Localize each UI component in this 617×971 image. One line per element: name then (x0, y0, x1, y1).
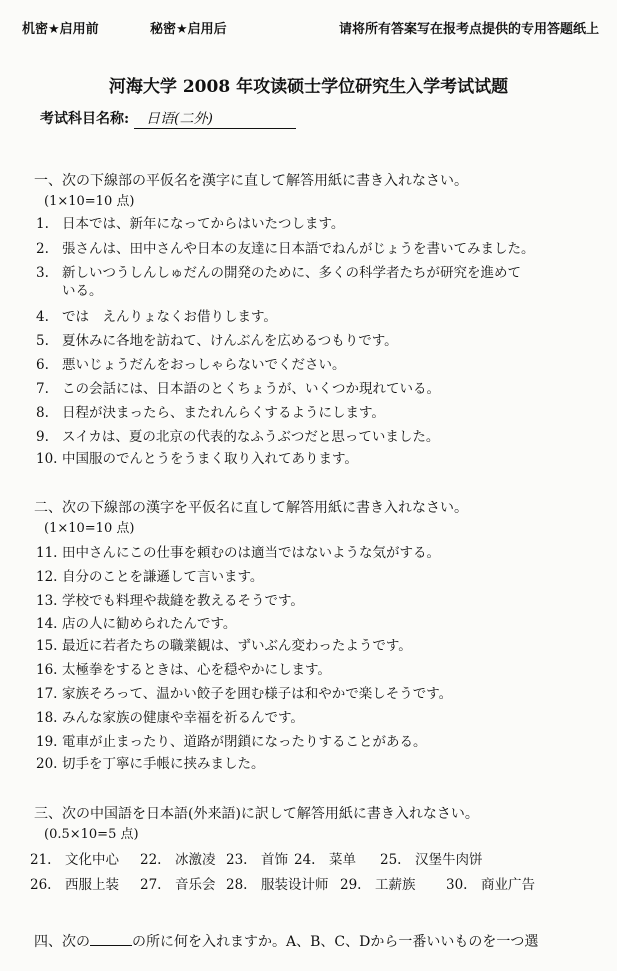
vocab-item: 28. 服装设计师 (226, 877, 329, 893)
question: 16. 太極拳をするときは、心を穏やかにします。 (36, 662, 331, 678)
question: 3. 新しいつうしんしゅだんの開発のために、多くの科学者たちが研究を進めて (36, 265, 521, 281)
section1-points: (1×10=10 点) (44, 194, 135, 209)
question: 1. 日本では、新年になってからはいたつします。 (36, 216, 345, 232)
section1-heading: 一、次の下線部の平仮名を漢字に直して解答用紙に書き入れなさい。 (34, 173, 468, 189)
question: 8. 日程が決まったら、またれんらくするようにします。 (36, 405, 385, 421)
question: 4. では えんりょなくお借りします。 (36, 309, 277, 325)
question: 7. この会話には、日本語のとくちょうが、いくつか現れている。 (36, 381, 440, 397)
confidential-after: 秘密★启用后 (150, 22, 227, 37)
subject-label: 考试科目名称: (40, 111, 130, 127)
section2-heading: 二、次の下線部の漢字を平仮名に直して解答用紙に書き入れなさい。 (34, 500, 468, 516)
question: 13. 学校でも料理や裁縫を教えるそうです。 (36, 593, 304, 609)
exam-title: 河海大学 2008 年攻读硕士学位研究生入学考试试题 (108, 77, 509, 97)
vocab-item: 21. 文化中心 (30, 852, 119, 868)
question: 2. 張さんは、田中さんや日本の友達に日本語でねんがじょうを書いてみました。 (36, 241, 535, 257)
vocab-item: 26. 西服上装 (30, 877, 119, 893)
section4-heading: 四、次の の所に何を入れますか。A、B、C、Dから一番いいものを一つ選 (34, 934, 539, 950)
question: 11. 田中さんにこの仕事を頼むのは適当ではないような気がする。 (36, 545, 440, 561)
section3-points: (0.5×10=5 点) (44, 827, 139, 842)
answer-blank (90, 945, 132, 946)
question: 10. 中国服のでんとうをうまく取り入れてあります。 (36, 451, 358, 467)
vocab-item: 27. 音乐会 (140, 877, 216, 893)
question: 15. 最近に若者たちの職業観は、ずいぶん変わったようです。 (36, 638, 412, 654)
vocab-item: 30. 商业广告 (446, 877, 535, 893)
vocab-item: 25. 汉堡牛肉饼 (380, 852, 483, 868)
vocab-item: 29. 工薪族 (340, 877, 416, 893)
question: 20. 切手を丁寧に手帳に挟みました。 (36, 756, 265, 772)
question: 19. 電車が止まったり、道路が閉鎖になったりすることがある。 (36, 734, 427, 750)
confidential-before: 机密★启用前 (22, 22, 99, 37)
question: 17. 家族そろって、温かい餃子を囲む様子は和やかで楽しそうです。 (36, 686, 453, 702)
subject-line (40, 108, 296, 129)
subject-value: 日语(二外) (134, 108, 296, 129)
vocab-item: 22. 冰激凌 (140, 852, 216, 868)
section3-heading: 三、次の中国語を日本語(外来語)に訳して解答用紙に書き入れなさい。 (34, 806, 479, 822)
vocab-item: 24. 菜单 (294, 852, 356, 868)
question: 6. 悪いじょうだんをおっしゃらないでください。 (36, 357, 346, 373)
question: 5. 夏休みに各地を訪ねて、けんぶんを広めるつもりです。 (36, 333, 398, 349)
question-continuation: いる。 (62, 283, 103, 299)
section2-points: (1×10=10 点) (44, 521, 135, 536)
vocab-item: 23. 首饰 (226, 852, 288, 868)
question: 18. みんな家族の健康や幸福を祈るんです。 (36, 710, 304, 726)
answer-instruction: 请将所有答案写在报考点提供的专用答题纸上 (338, 22, 599, 37)
question: 9. スイカは、夏の北京の代表的なふうぶつだと思っていました。 (36, 429, 440, 445)
question: 12. 自分のことを謙遜して言います。 (36, 569, 264, 585)
question: 14. 店の人に勧められたんです。 (36, 616, 237, 632)
exam-header (22, 18, 599, 40)
